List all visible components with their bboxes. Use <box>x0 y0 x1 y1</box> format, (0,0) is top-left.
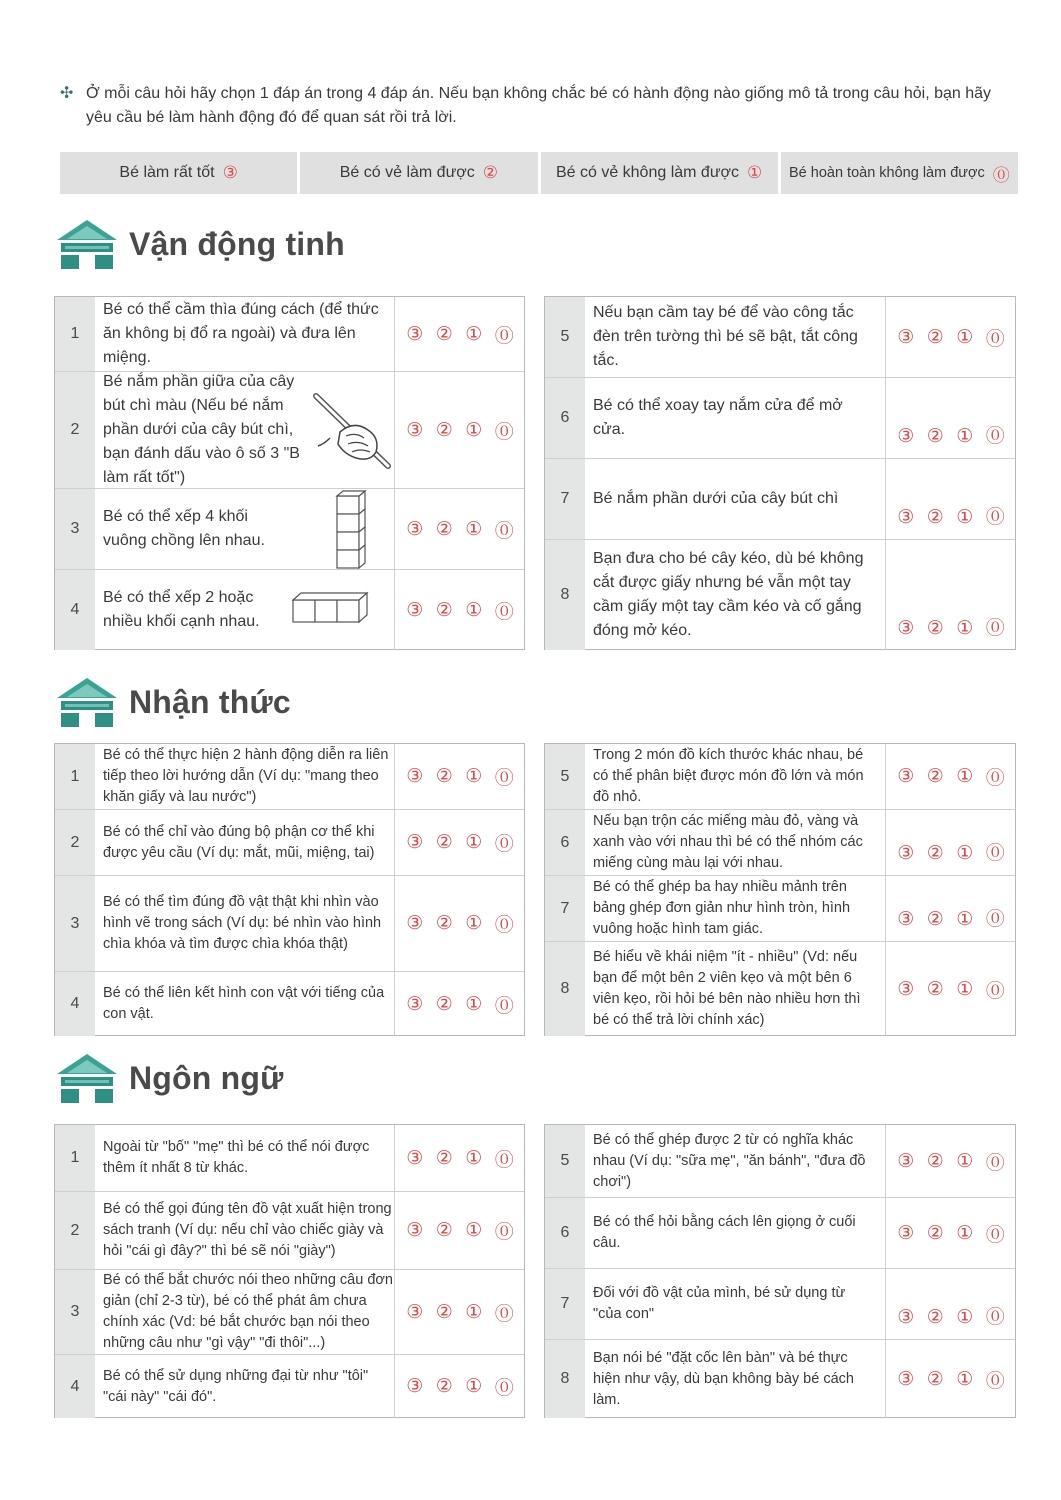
question-text: Bạn đưa cho bé cây kéo, dù bé không cắt được giấy nhưng bé vẫn một tay cầm giấy một tay cầm kéo và cố gắng đóng mở kéo. <box>593 550 864 639</box>
answer-options <box>400 1192 520 1269</box>
question-number: 5 <box>545 1125 585 1197</box>
answer-option-1[interactable]: ① <box>956 978 974 1000</box>
answer-options <box>400 1125 520 1191</box>
question-row <box>545 1197 1015 1268</box>
answer-options <box>891 1125 1011 1197</box>
answer-option-2[interactable]: ② <box>926 426 944 447</box>
question-text: Bé có thể ghép được 2 từ có nghĩa khác nhau (Ví dụ: "sữa mẹ", "ăn bánh", "đưa đồ chơi") <box>593 1131 866 1190</box>
question-text: Bé có thể bắt chước nói theo những câu đơn giản (chỉ 2-3 từ), bé có thể phát âm chưa chính xác (Vd: bé bắt chước bạn nói theo những câu như "gì vậy" "đi thôi"...) <box>103 1272 393 1351</box>
column-divider <box>885 1340 886 1418</box>
answer-option-0[interactable]: ⓪ <box>494 1149 514 1171</box>
house-icon <box>55 1052 119 1104</box>
legend-label: Bé làm rất tốt <box>119 164 215 181</box>
question-text: Bé có thể gọi đúng tên đồ vật xuất hiện trong sách tranh (Ví dụ: nếu chỉ vào chiếc giày và hỏi "cái gì đây?" thì bé sẽ nói "giày") <box>103 1201 392 1259</box>
section-heading <box>55 676 291 728</box>
question-row <box>545 1125 1015 1197</box>
answer-option-3[interactable]: ③ <box>897 909 915 930</box>
answer-option-1[interactable]: ① <box>465 599 483 621</box>
answer-option-2[interactable]: ② <box>926 1150 944 1172</box>
column-divider <box>885 459 886 539</box>
question-text: Nếu bạn cầm tay bé để vào công tắc đèn trên tường thì bé sẽ bật, tắt công tắc. <box>593 304 858 369</box>
section-title: Ngôn ngữ <box>129 1059 284 1096</box>
column-divider <box>885 1125 886 1197</box>
answer-option-2[interactable]: ② <box>926 618 944 639</box>
answer-option-2[interactable]: ② <box>435 993 453 1015</box>
answer-option-2[interactable]: ② <box>926 843 944 864</box>
answer-option-1[interactable]: ① <box>956 1307 974 1328</box>
answer-options <box>891 1269 1011 1339</box>
question-number: 8 <box>545 942 585 1036</box>
answer-option-0[interactable]: ⓪ <box>494 995 514 1017</box>
question-row <box>55 971 524 1036</box>
question-row <box>55 569 524 650</box>
question-text: Bé có thể cầm thìa đúng cách (để thức ăn không bị đổ ra ngoài) và đưa lên miệng. <box>103 301 379 366</box>
answer-option-1[interactable]: ① <box>956 618 974 639</box>
answer-option-3[interactable]: ③ <box>897 978 915 1000</box>
question-row <box>55 744 524 809</box>
question-row <box>55 809 524 875</box>
answer-option-1[interactable]: ① <box>956 426 974 447</box>
question-number: 5 <box>545 297 585 377</box>
answer-option-1[interactable]: ① <box>956 326 974 348</box>
legend-mark: ③ <box>222 163 238 182</box>
legend-mark: ② <box>482 163 499 182</box>
answer-options <box>891 378 1011 458</box>
answer-options <box>891 744 1011 809</box>
answer-options <box>400 372 520 488</box>
question-number: 6 <box>545 378 585 458</box>
question-row <box>545 458 1015 539</box>
question-number: 2 <box>55 372 95 488</box>
question-row <box>55 1269 524 1354</box>
answer-option-3[interactable]: ③ <box>406 323 424 345</box>
hand-holding-pencil-icon <box>310 392 400 472</box>
answer-option-3[interactable]: ③ <box>406 1147 424 1169</box>
answer-option-0[interactable]: ⓪ <box>494 520 514 542</box>
column-divider <box>885 378 886 458</box>
column-divider <box>394 1270 395 1354</box>
answer-options <box>891 942 1011 1036</box>
section-heading <box>55 1052 284 1104</box>
question-number: 6 <box>545 1198 585 1268</box>
question-text: Ngoài từ "bố" "mẹ" thì bé có thể nói được thêm ít nhất 8 từ khác. <box>103 1139 370 1176</box>
question-table-right <box>544 743 1016 1036</box>
answer-options <box>400 972 520 1036</box>
answer-option-0[interactable]: ⓪ <box>985 980 1005 1002</box>
question-row <box>55 371 524 488</box>
answer-option-0[interactable]: ⓪ <box>985 1307 1005 1328</box>
answer-option-0[interactable]: ⓪ <box>494 1378 514 1399</box>
answer-options <box>400 810 520 875</box>
answer-options <box>891 876 1011 941</box>
answer-option-3[interactable]: ③ <box>897 507 915 528</box>
question-row <box>55 488 524 569</box>
question-row <box>545 539 1015 650</box>
answer-option-3[interactable]: ③ <box>897 766 915 787</box>
question-text: Bé có thể tìm đúng đồ vật thật khi nhìn vào hình vẽ trong sách (Ví dụ: bé nhìn vào hình chìa khóa và tìm được chìa khóa thật) <box>103 894 382 952</box>
question-text: Bé có thể hỏi bằng cách lên giọng ở cuối câu. <box>593 1214 856 1251</box>
question-row <box>545 297 1015 377</box>
answer-option-2[interactable]: ② <box>435 832 453 853</box>
answer-option-0[interactable]: ⓪ <box>494 601 514 623</box>
question-row <box>545 1339 1015 1418</box>
answer-legend <box>60 152 1018 194</box>
column-divider <box>885 1198 886 1268</box>
answer-option-1[interactable]: ① <box>956 507 974 528</box>
question-text: Bé có thể xếp 2 hoặc nhiều khối cạnh nhau. <box>103 589 260 630</box>
question-row <box>55 1125 524 1191</box>
answer-option-0[interactable]: ⓪ <box>985 768 1005 789</box>
question-text: Bé nắm phần dưới của cây bút chì <box>593 490 839 507</box>
legend-label: Bé có vẻ làm được <box>339 164 475 181</box>
question-table-right <box>544 1124 1016 1418</box>
answer-options <box>400 1355 520 1418</box>
column-divider <box>885 876 886 941</box>
answer-option-2[interactable]: ② <box>926 766 944 787</box>
answer-option-1[interactable]: ① <box>956 1368 974 1390</box>
answer-option-0[interactable]: ⓪ <box>985 909 1005 930</box>
answer-option-3[interactable]: ③ <box>406 599 424 621</box>
answer-option-3[interactable]: ③ <box>406 1220 424 1241</box>
answer-options <box>891 810 1011 875</box>
question-row <box>55 875 524 971</box>
answer-options <box>400 744 520 809</box>
side-by-side-blocks-icon <box>291 590 371 630</box>
answer-option-3[interactable]: ③ <box>406 1301 424 1323</box>
section-heading <box>55 218 345 270</box>
answer-option-0[interactable]: ⓪ <box>985 426 1005 447</box>
column-divider <box>885 297 886 377</box>
column-divider <box>394 489 395 569</box>
answer-option-2[interactable]: ② <box>926 326 944 348</box>
stacked-blocks-icon <box>335 490 369 570</box>
answer-options <box>891 297 1011 377</box>
question-row <box>545 744 1015 809</box>
question-number: 1 <box>55 744 95 809</box>
section-title: Nhận thức <box>129 683 291 720</box>
column-divider <box>885 744 886 809</box>
question-text: Trong 2 món đồ kích thước khác nhau, bé có thể phân biệt được món đồ lớn và món đồ nhỏ. <box>593 747 864 805</box>
answer-option-3[interactable]: ③ <box>406 913 424 934</box>
question-number: 4 <box>55 570 95 650</box>
question-text: Bạn nói bé "đặt cốc lên bàn" và bé thực hiện như vậy, dù bạn không bày bé cách làm. <box>593 1349 854 1408</box>
answer-option-2[interactable]: ② <box>435 599 453 621</box>
question-row <box>545 1268 1015 1339</box>
question-number: 7 <box>545 459 585 539</box>
column-divider <box>394 570 395 650</box>
column-divider <box>394 744 395 809</box>
question-text: Bé có thể chỉ vào đúng bộ phận cơ thể khi được yêu cầu (Ví dụ: mắt, mũi, miệng, tai) <box>103 823 375 861</box>
answer-option-1[interactable]: ① <box>465 419 483 441</box>
answer-options <box>400 297 520 371</box>
answer-options <box>400 876 520 971</box>
answer-option-0[interactable]: ⓪ <box>985 328 1005 350</box>
question-number: 8 <box>545 540 585 650</box>
legend-mark: ① <box>747 163 763 182</box>
answer-option-2[interactable]: ② <box>926 507 944 528</box>
answer-option-2[interactable]: ② <box>435 1376 453 1397</box>
question-number: 2 <box>55 810 95 875</box>
answer-options <box>891 540 1011 650</box>
answer-option-2[interactable]: ② <box>435 1301 453 1323</box>
question-text: Bé có thể thực hiện 2 hành động diễn ra liên tiếp theo lời hướng dẫn (Ví dụ: "mang theo khăn giấy và lau nước") <box>103 747 389 805</box>
answer-option-3[interactable]: ③ <box>406 518 424 540</box>
answer-options <box>891 459 1011 539</box>
answer-option-2[interactable]: ② <box>926 1307 944 1328</box>
answer-option-2[interactable]: ② <box>926 1368 944 1390</box>
answer-option-1[interactable]: ① <box>956 1222 974 1244</box>
question-text: Bé có thể xếp 4 khối vuông chồng lên nhau. <box>103 508 265 549</box>
answer-option-3[interactable]: ③ <box>897 1150 915 1172</box>
answer-option-0[interactable]: ⓪ <box>985 1152 1005 1174</box>
column-divider <box>394 372 395 488</box>
question-number: 4 <box>55 1355 95 1418</box>
answer-option-0[interactable]: ⓪ <box>494 834 514 855</box>
answer-option-2[interactable]: ② <box>435 323 453 345</box>
legend-item-0 <box>781 152 1018 194</box>
question-table-right <box>544 296 1016 650</box>
instructions <box>60 82 1010 130</box>
question-number: 2 <box>55 1192 95 1269</box>
answer-options <box>891 1340 1011 1418</box>
house-icon <box>55 218 119 270</box>
answer-option-3[interactable]: ③ <box>406 1376 424 1397</box>
answer-option-2[interactable]: ② <box>435 1147 453 1169</box>
answer-option-1[interactable]: ① <box>465 1301 483 1323</box>
legend-label: Bé hoàn toàn không làm được <box>788 165 985 181</box>
answer-option-1[interactable]: ① <box>465 766 483 787</box>
answer-option-0[interactable]: ⓪ <box>985 1224 1005 1246</box>
question-text: Bé nắm phần giữa của cây bút chì màu (Nếu bé nắm phần dưới của cây bút chì, bạn đánh dấu vào ô số 3 "B làm rất tốt") <box>103 373 300 486</box>
section-title: Vận động tinh <box>129 225 345 262</box>
answer-option-1[interactable]: ① <box>465 323 483 345</box>
question-row <box>55 1191 524 1269</box>
answer-option-1[interactable]: ① <box>465 1220 483 1241</box>
question-number: 6 <box>545 810 585 875</box>
answer-option-0[interactable]: ⓪ <box>494 1303 514 1325</box>
column-divider <box>885 1269 886 1339</box>
house-icon <box>55 676 119 728</box>
answer-option-3[interactable]: ③ <box>897 326 915 348</box>
question-number: 7 <box>545 1269 585 1339</box>
question-number: 3 <box>55 876 95 971</box>
question-row <box>545 809 1015 875</box>
bullet-icon: ✣ <box>60 85 74 102</box>
answer-option-3[interactable]: ③ <box>406 993 424 1015</box>
answer-option-0[interactable]: ⓪ <box>494 421 514 443</box>
question-number: 5 <box>545 744 585 809</box>
question-text: Nếu bạn trộn các miếng màu đỏ, vàng và xanh vào với nhau thì bé có thể nhóm các miếng cùng màu lại với nhau. <box>593 813 863 871</box>
legend-label: Bé có vẻ không làm được <box>555 164 740 181</box>
question-number: 1 <box>55 297 95 371</box>
column-divider <box>394 972 395 1036</box>
question-row <box>545 875 1015 941</box>
answer-options <box>400 489 520 569</box>
answer-option-3[interactable]: ③ <box>897 1222 915 1244</box>
answer-options <box>891 1198 1011 1268</box>
answer-option-1[interactable]: ① <box>465 1376 483 1397</box>
answer-option-3[interactable]: ③ <box>406 419 424 441</box>
answer-option-1[interactable]: ① <box>465 913 483 934</box>
answer-option-1[interactable]: ① <box>465 1147 483 1169</box>
question-row <box>545 377 1015 458</box>
answer-option-0[interactable]: ⓪ <box>494 768 514 789</box>
answer-option-1[interactable]: ① <box>465 518 483 540</box>
answer-options <box>400 570 520 650</box>
question-number: 4 <box>55 972 95 1036</box>
column-divider <box>394 810 395 875</box>
question-text: Bé có thể ghép ba hay nhiều mảnh trên bảng ghép đơn giản như hình tròn, hình vuông hoặc hình tam giác. <box>593 879 851 937</box>
column-divider <box>394 876 395 971</box>
instructions-text: Ở mỗi câu hỏi hãy chọn 1 đáp án trong 4 đáp án. Nếu bạn không chắc bé có hành động nào giống mô tả trong câu hỏi, bạn hãy yêu cầu bé làm hành động đó để quan sát rồi trả lời. <box>86 85 992 126</box>
column-divider <box>394 1355 395 1418</box>
answer-options <box>400 1270 520 1354</box>
question-row <box>55 297 524 371</box>
question-number: 1 <box>55 1125 95 1191</box>
answer-option-0[interactable]: ⓪ <box>494 1222 514 1243</box>
legend-item-3 <box>60 152 297 194</box>
question-text: Bé có thể liên kết hình con vật với tiếng của con vật. <box>103 985 385 1022</box>
answer-option-3[interactable]: ③ <box>897 618 915 639</box>
column-divider <box>394 297 395 371</box>
question-text: Bé hiểu về khái niệm "ít - nhiều" (Vd: nếu bạn để một bên 2 viên kẹo và một bên 6 viên kẹo, rồi hỏi bé bên nào nhiều hơn thì bé có thể trả lời chính xác) <box>593 949 861 1028</box>
question-table-left <box>54 743 525 1036</box>
answer-option-2[interactable]: ② <box>435 518 453 540</box>
answer-option-0[interactable]: ⓪ <box>494 325 514 347</box>
column-divider <box>394 1125 395 1191</box>
column-divider <box>885 942 886 1036</box>
answer-option-2[interactable]: ② <box>435 1220 453 1241</box>
question-table-left <box>54 296 525 650</box>
question-number: 8 <box>545 1340 585 1418</box>
question-text: Bé có thể sử dụng những đại từ như "tôi" "cái này" "cái đó". <box>103 1367 369 1405</box>
answer-option-3[interactable]: ③ <box>897 843 915 864</box>
question-row <box>545 941 1015 1036</box>
column-divider <box>885 810 886 875</box>
answer-option-1[interactable]: ① <box>956 766 974 787</box>
answer-option-0[interactable]: ⓪ <box>985 618 1005 639</box>
answer-option-1[interactable]: ① <box>956 909 974 930</box>
column-divider <box>885 540 886 650</box>
question-table-left <box>54 1124 525 1418</box>
answer-option-3[interactable]: ③ <box>897 426 915 447</box>
legend-mark: ⓪ <box>992 165 1010 185</box>
answer-option-2[interactable]: ② <box>435 913 453 934</box>
answer-option-1[interactable]: ① <box>956 843 974 864</box>
answer-option-0[interactable]: ⓪ <box>985 843 1005 864</box>
legend-item-2 <box>300 152 537 194</box>
answer-option-1[interactable]: ① <box>465 832 483 853</box>
answer-option-0[interactable]: ⓪ <box>985 1370 1005 1392</box>
answer-option-3[interactable]: ③ <box>897 1307 915 1328</box>
answer-option-0[interactable]: ⓪ <box>985 507 1005 528</box>
answer-option-2[interactable]: ② <box>435 766 453 787</box>
answer-option-2[interactable]: ② <box>926 1222 944 1244</box>
answer-option-2[interactable]: ② <box>435 419 453 441</box>
column-divider <box>394 1192 395 1269</box>
answer-option-0[interactable]: ⓪ <box>494 915 514 936</box>
question-number: 3 <box>55 1270 95 1354</box>
answer-option-2[interactable]: ② <box>926 978 944 1000</box>
answer-option-1[interactable]: ① <box>465 993 483 1015</box>
question-number: 7 <box>545 876 585 941</box>
answer-option-2[interactable]: ② <box>926 909 944 930</box>
question-row <box>55 1354 524 1418</box>
answer-option-3[interactable]: ③ <box>897 1368 915 1390</box>
question-number: 3 <box>55 489 95 569</box>
question-text: Bé có thể xoay tay nắm cửa để mở cửa. <box>593 397 843 438</box>
answer-option-3[interactable]: ③ <box>406 832 424 853</box>
answer-option-3[interactable]: ③ <box>406 766 424 787</box>
question-text: Đối với đồ vật của mình, bé sử dụng từ "của con" <box>593 1285 846 1322</box>
answer-option-1[interactable]: ① <box>956 1150 974 1172</box>
legend-item-1 <box>541 152 778 194</box>
